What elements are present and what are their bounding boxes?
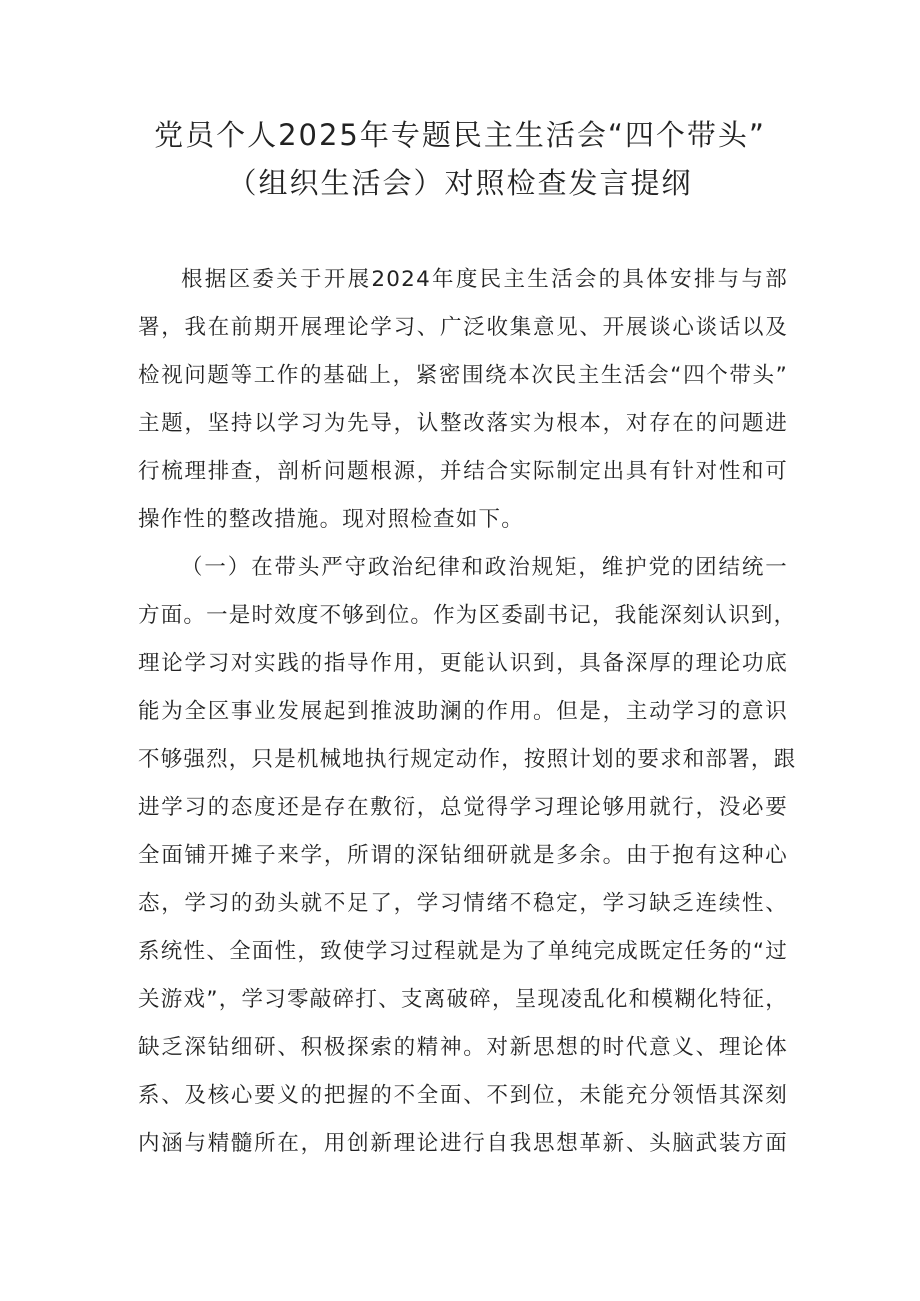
paragraph-line: （一）在带头严守政治纪律和政治规矩，维护党的团结统一 (181, 555, 788, 580)
paragraph-line: 进学习的态度还是存在敷衍，总觉得学习理论够用就行，没必要 (138, 795, 788, 820)
paragraph-line: 系、及核心要义的把握的不全面、不到位，未能充分领悟其深刻 (138, 1083, 788, 1108)
paragraph-line: 内涵与精髓所在，用创新理论进行自我思想革新、头脑武装方面 (138, 1131, 788, 1156)
paragraph-line: 理论学习对实践的指导作用，更能认识到，具备深厚的理论功底 (138, 651, 788, 676)
document-title-line-1: 党员个人2025年专题民主生活会“四个带头” (154, 118, 766, 152)
paragraph-line: 署，我在前期开展理论学习、广泛收集意见、开展谈心谈话以及 (138, 315, 788, 340)
paragraph-line: 缺乏深钻细研、积极探索的精神。对新思想的时代意义、理论体 (138, 1035, 788, 1060)
paragraph-line: 系统性、全面性，致使学习过程就是为了单纯完成既定任务的“过 (138, 939, 788, 964)
paragraph-line: 全面铺开摊子来学，所谓的深钻细研就是多余。由于抱有这种心 (138, 843, 788, 868)
paragraph-line: 根据区委关于开展2024年度民主生活会的具体安排与与部 (181, 267, 788, 292)
paragraph-line: 态，学习的劲头就不足了，学习情绪不稳定，学习缺乏连续性、 (138, 891, 788, 916)
paragraph-line: 检视问题等工作的基础上，紧密围绕本次民主生活会“四个带头” (138, 363, 788, 388)
paragraph-line: 主题，坚持以学习为先导，认整改落实为根本，对存在的问题进 (138, 411, 788, 436)
paragraph-line: 方面。一是时效度不够到位。作为区委副书记，我能深刻认识到， (138, 603, 797, 628)
paragraph-line: 操作性的整改措施。现对照检查如下。 (138, 507, 524, 532)
paragraph-line: 不够强烈，只是机械地执行规定动作，按照计划的要求和部署，跟 (138, 747, 797, 772)
paragraph-line: 关游戏”，学习零敲碎打、支离破碎，呈现凌乱化和模糊化特征， (138, 987, 788, 1012)
document-title-line-2: （组织生活会）对照检查发言提纲 (227, 166, 693, 200)
paragraph-line: 行梳理排查，剖析问题根源，并结合实际制定出具有针对性和可 (138, 459, 788, 484)
paragraph-line: 能为全区事业发展起到推波助澜的作用。但是，主动学习的意识 (138, 699, 788, 724)
